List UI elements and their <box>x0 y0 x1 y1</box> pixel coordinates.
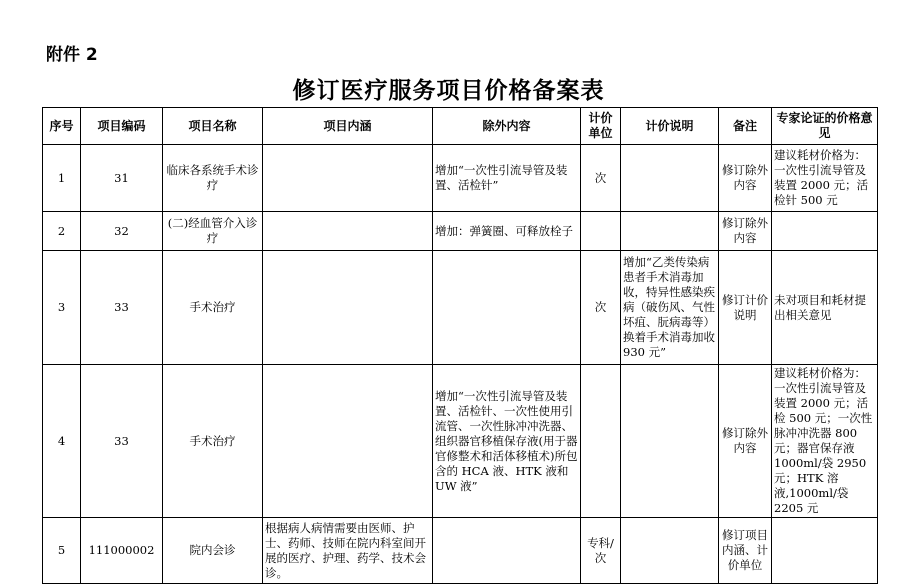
cell-unit <box>581 212 621 251</box>
cell-unit <box>581 365 621 518</box>
cell-content <box>263 251 433 365</box>
cell-pricing-note <box>621 518 719 584</box>
table-row <box>43 518 878 584</box>
cell-code: 33 <box>81 251 163 365</box>
cell-code: 33 <box>81 365 163 518</box>
cell-content: 根据病人病情需要由医师、护士、药师、技师在院内科室间开展的医疗、护理、药学、技术会诊。 <box>263 518 433 584</box>
cell-unit: 次 <box>581 145 621 212</box>
header-seq: 序号 <box>43 108 81 145</box>
cell-exclusions: 增加“一次性引流导管及装置、活检针” <box>433 145 581 212</box>
cell-code: 31 <box>81 145 163 212</box>
cell-name: 手术治疗 <box>163 365 263 518</box>
cell-code: 111000002 <box>81 518 163 584</box>
cell-remark: 修订除外内容 <box>719 212 772 251</box>
cell-expert-opinion <box>772 518 878 584</box>
cell-content <box>263 145 433 212</box>
price-filing-table <box>42 107 878 584</box>
header-expert-opinion: 专家论证的价格意见 <box>772 108 878 145</box>
header-content: 项目内涵 <box>263 108 433 145</box>
cell-exclusions <box>433 251 581 365</box>
cell-exclusions: 增加：弹簧圈、可释放栓子 <box>433 212 581 251</box>
cell-remark: 修订除外内容 <box>719 365 772 518</box>
cell-name: 临床各系统手术诊疗 <box>163 145 263 212</box>
cell-exclusions: 增加“一次性引流导管及装置、活检针、一次性使用引流管、一次性脉冲冲洗器、组织器官移植保存液(用于器官修整术和活体移植术)所包含的 HCA 液、HTK 液和 UW 液” <box>433 365 581 518</box>
cell-seq: 1 <box>43 145 81 212</box>
cell-code: 32 <box>81 212 163 251</box>
table-row <box>43 145 878 212</box>
cell-remark: 修订计价说明 <box>719 251 772 365</box>
header-pricing-note: 计价说明 <box>621 108 719 145</box>
cell-pricing-note <box>621 365 719 518</box>
attachment-label: 附件 2 <box>46 45 98 65</box>
cell-name: 手术治疗 <box>163 251 263 365</box>
table-row <box>43 365 878 518</box>
cell-name: 院内会诊 <box>163 518 263 584</box>
table-header-row <box>43 108 878 145</box>
cell-pricing-note <box>621 145 719 212</box>
table-row <box>43 251 878 365</box>
cell-expert-opinion: 建议耗材价格为：一次性引流导管及装置 2000 元；活检针 500 元 <box>772 145 878 212</box>
cell-content <box>263 212 433 251</box>
header-name: 项目名称 <box>163 108 263 145</box>
cell-seq: 3 <box>43 251 81 365</box>
cell-seq: 2 <box>43 212 81 251</box>
cell-expert-opinion: 建议耗材价格为：一次性引流导管及装置 2000 元；活检 500 元；一次性脉冲冲洗器 800 元；器官保存液 1000ml/袋 2950 元；HTK 溶液,1000ml/袋 2205 元 <box>772 365 878 518</box>
cell-seq: 4 <box>43 365 81 518</box>
cell-content <box>263 365 433 518</box>
cell-unit: 次 <box>581 251 621 365</box>
cell-unit: 专科/次 <box>581 518 621 584</box>
header-exclusions: 除外内容 <box>433 108 581 145</box>
table-row <box>43 212 878 251</box>
header-code: 项目编码 <box>81 108 163 145</box>
header-remark: 备注 <box>719 108 772 145</box>
cell-remark: 修订项目内涵、计价单位 <box>719 518 772 584</box>
cell-expert-opinion <box>772 212 878 251</box>
cell-name: (二)经血管介入诊疗 <box>163 212 263 251</box>
cell-expert-opinion: 未对项目和耗材提出相关意见 <box>772 251 878 365</box>
header-unit: 计价单位 <box>581 108 621 145</box>
cell-seq: 5 <box>43 518 81 584</box>
cell-remark: 修订除外内容 <box>719 145 772 212</box>
page-title: 修订医疗服务项目价格备案表 <box>292 78 605 104</box>
cell-pricing-note: 增加“乙类传染病患者手术消毒加收，特异性感染疾病（破伤风、气性坏疽、朊病毒等）换着手术消毒加收 930 元” <box>621 251 719 365</box>
cell-exclusions <box>433 518 581 584</box>
cell-pricing-note <box>621 212 719 251</box>
